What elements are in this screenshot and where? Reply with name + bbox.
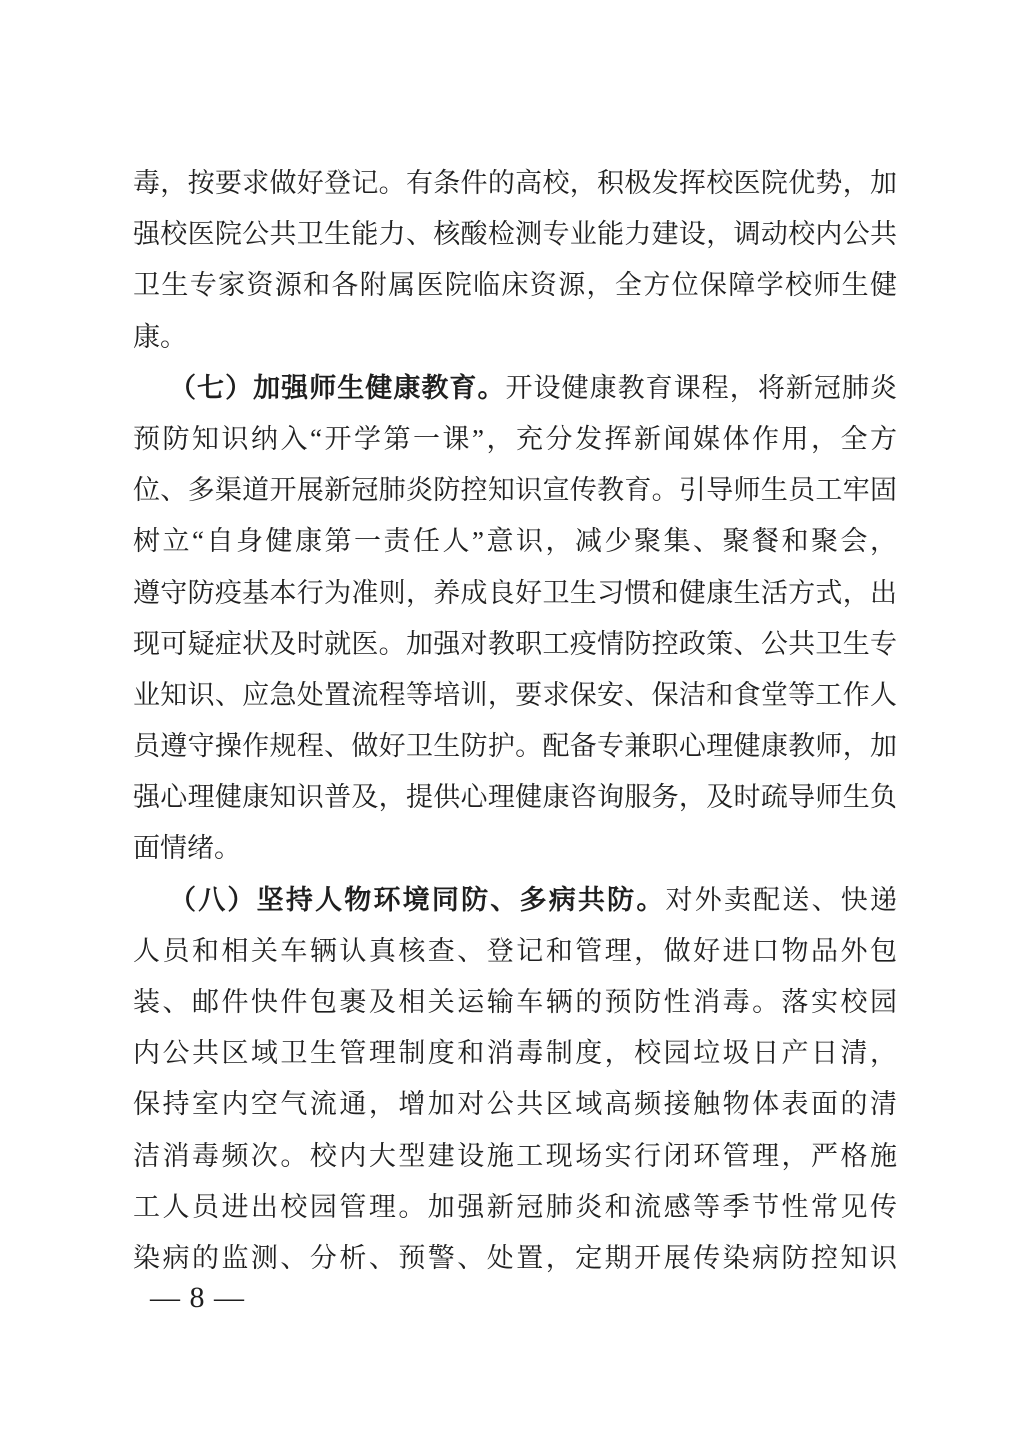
- text-line: [133, 1233, 897, 1284]
- text-segment: 洁消毒频次。校内大型建设施工现场实行闭环管理，严格施: [133, 1140, 897, 1171]
- text-segment: 业知识、应急处置流程等培训，要求保安、保洁和食堂等工作人: [133, 679, 897, 710]
- text-line: [133, 1079, 897, 1130]
- text-line: [133, 1028, 897, 1079]
- text-segment: 面情绪。: [133, 833, 241, 864]
- text-segment: 位、多渠道开展新冠肺炎防控知识宣传教育。引导师生员工牢固: [133, 475, 897, 506]
- text-segment: 强心理健康知识普及，提供心理健康咨询服务，及时疏导师生负: [133, 782, 897, 813]
- para-item-seven: [133, 363, 897, 875]
- text-line: [133, 823, 897, 874]
- para-continuation: [133, 158, 897, 363]
- text-segment: 树立“自身健康第一责任人”意识，减少聚集、聚餐和聚会，: [133, 526, 897, 557]
- text-segment: 毒，按要求做好登记。有条件的高校，积极发挥校医院优势，加: [133, 168, 897, 198]
- text-line: [133, 772, 897, 823]
- page-footer: [150, 1283, 245, 1313]
- text-line: [133, 619, 897, 670]
- para-item-eight: [133, 875, 897, 1285]
- text-line: [133, 465, 897, 516]
- text-segment: 人员和相关车辆认真核查、登记和管理，做好进口物品外包: [133, 935, 897, 966]
- text-segment: 现可疑症状及时就医。加强对教职工疫情防控政策、公共卫生专: [133, 628, 897, 659]
- text-segment: 康。: [133, 321, 187, 352]
- text-segment: 员遵守操作规程、做好卫生防护。配备专兼职心理健康教师，加: [133, 731, 897, 762]
- text-segment: 遵守防疫基本行为准则，养成良好卫生习惯和健康生活方式，出: [133, 577, 897, 608]
- text-line: [133, 1131, 897, 1182]
- text-segment: 预防知识纳入“开学第一课”，充分发挥新闻媒体作用，全方: [133, 423, 897, 454]
- text-line: [133, 414, 897, 465]
- text-line: [133, 721, 897, 772]
- text-segment: 装、邮件快件包裹及相关运输车辆的预防性消毒。落实校园: [133, 987, 897, 1017]
- text-segment: 内公共区域卫生管理制度和消毒制度，校园垃圾日产日清，: [133, 1038, 897, 1069]
- text-line: [133, 363, 897, 414]
- text-segment: 卫生专家资源和各附属医院临床资源，全方位保障学校师生健: [133, 270, 897, 301]
- item-heading: （七）加强师生健康教育。: [169, 372, 506, 403]
- text-line: [133, 670, 897, 721]
- text-segment: 强校医院公共卫生能力、核酸检测专业能力建设，调动校内公共: [133, 219, 897, 250]
- page-number: — 8 —: [150, 1281, 245, 1314]
- text-line: [133, 568, 897, 619]
- text-segment: 开设健康教育课程，将新冠肺炎: [505, 372, 897, 403]
- text-segment: 工人员进出校园管理。加强新冠肺炎和流感等季节性常见传: [133, 1191, 897, 1222]
- text-line: [133, 158, 897, 209]
- item-heading: （八）坚持人物环境同防、多病共防。: [169, 884, 666, 915]
- text-line: [133, 312, 897, 363]
- text-line: [133, 1182, 897, 1233]
- text-line: [133, 260, 897, 311]
- text-line: [133, 209, 897, 260]
- text-segment: 染病的监测、分析、预警、处置，定期开展传染病防控知识: [133, 1242, 897, 1273]
- text-line: [133, 875, 897, 926]
- text-line: [133, 926, 897, 977]
- text-line: [133, 977, 897, 1028]
- text-segment: 保持室内空气流通，增加对公共区域高频接触物体表面的清: [133, 1089, 897, 1120]
- text-segment: 对外卖配送、快递: [665, 884, 897, 915]
- document-body: [133, 158, 897, 1284]
- text-line: [133, 516, 897, 567]
